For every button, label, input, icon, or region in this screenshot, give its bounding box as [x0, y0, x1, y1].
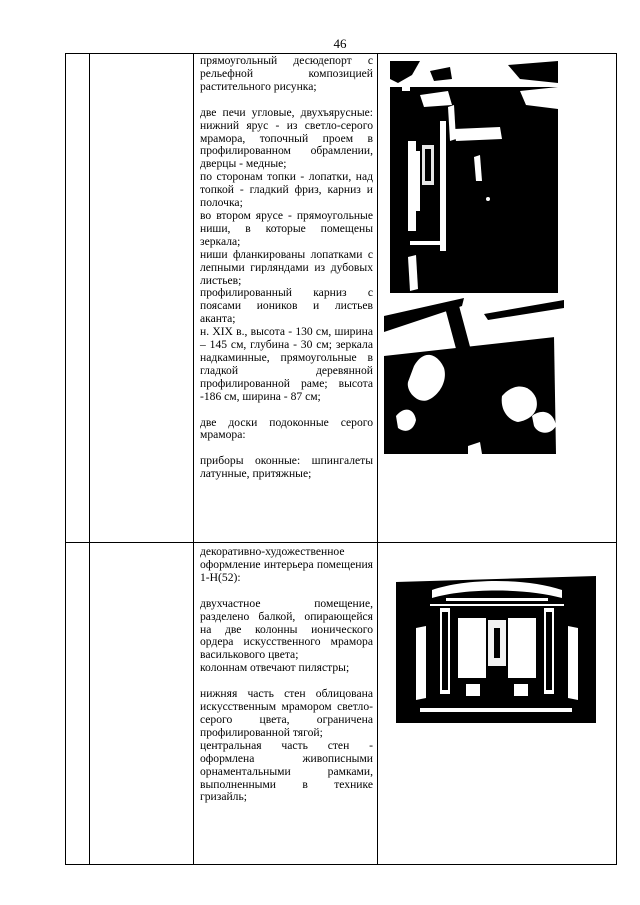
- page-number: 46: [333, 36, 347, 51]
- row-name-cell: [90, 543, 194, 865]
- description-cell: [194, 54, 378, 543]
- description-paragraph: две доски подоконные серого мрамора:: [200, 415, 373, 442]
- row-name-cell: [90, 54, 194, 543]
- description-cell: [194, 543, 378, 865]
- description-paragraph: декоративно-художественное оформление интерьера помещения 1-Н(52):: [200, 545, 373, 584]
- description-paragraph: приборы оконные: шпингалеты латунные, притяжные;: [200, 454, 373, 481]
- description-paragraph: ниши фланкированы лопатками с лепными гирляндами из дубовых листьев;: [200, 247, 373, 287]
- description-paragraph: по сторонам топки - лопатки, над топкой - гладкий фриз, карниз и полочка;: [200, 170, 373, 210]
- monument-table: [65, 53, 617, 865]
- row-number-cell: [66, 543, 90, 865]
- photo-interior-stove-top: [384, 296, 564, 454]
- description-paragraph: колоннам отвечают пилястры;: [200, 661, 350, 675]
- description-paragraph: центральная часть стен - оформлена живописными орнаментальными рамками, выполненными в технике гризайль;: [200, 738, 373, 804]
- description-paragraph: профилированный карниз с поясами иоников и листьев аканта;: [200, 286, 373, 326]
- description-paragraph: н. XIX в., высота - 130 см, ширина – 145 см, глубина - 30 см; зеркала надкаминные, прямоугольные в гладкой деревянной профилированной раме; высота -186 см, ширина - 87 см;: [200, 325, 373, 403]
- photo-interior-stove-corner: [390, 61, 558, 293]
- photo-cell: [378, 54, 617, 543]
- description-paragraph: во втором ярусе - прямоугольные ниши, в которые помещены зеркала;: [200, 208, 373, 248]
- table-row: [66, 54, 617, 543]
- photo-interior-columns-hall: [396, 568, 596, 723]
- description-paragraph: прямоугольный десюдепорт с рельефной композицией растительного рисунка;: [200, 54, 373, 93]
- row-number-cell: [66, 54, 90, 543]
- table-row: [66, 543, 617, 865]
- photo-cell: [378, 543, 617, 865]
- description-paragraph: нижняя часть стен облицована искусственным мрамором светло-серого цвета, ограничена профилированной тягой;: [200, 687, 373, 739]
- description-paragraph: две печи угловые, двухъярусные: нижний ярус - из светло-серого мрамора, топочный проем в профилированном обрамлении, дверцы - медные;: [200, 105, 373, 171]
- description-paragraph: двухчастное помещение, разделено балкой, опирающейся на две колонны ионического ордера искусственного мрамора василькового цвета;: [200, 596, 373, 662]
